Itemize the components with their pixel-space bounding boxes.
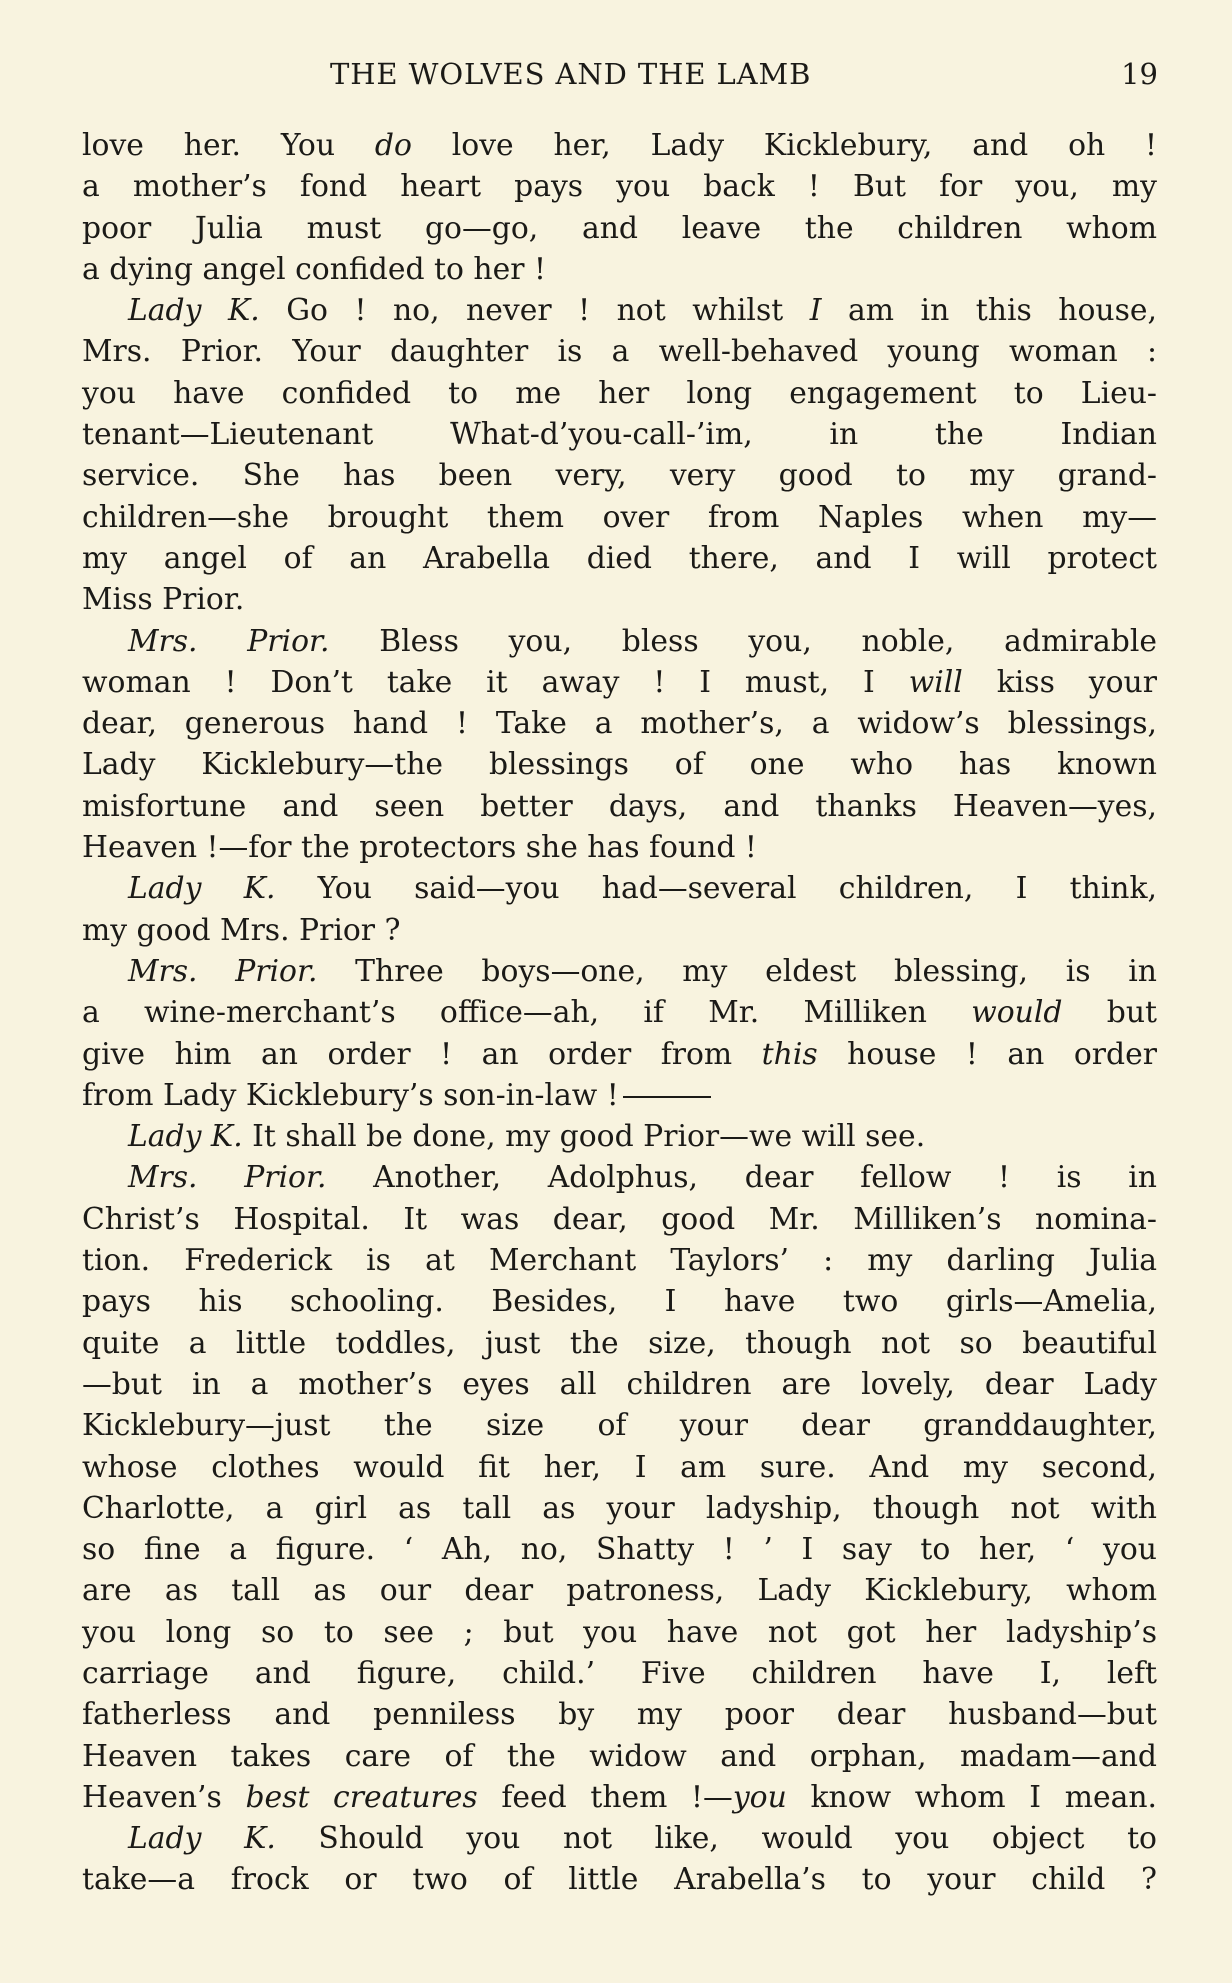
- running-header: [78, 57, 1158, 97]
- text-line: whose clothes would fit her, I am sure. And my second,: [82, 1449, 1157, 1485]
- interruption-rule: [623, 1096, 711, 1098]
- text-line: tion. Frederick is at Merchant Taylors’ : my darling Julia: [82, 1243, 1157, 1279]
- page-number: 19: [1121, 57, 1158, 91]
- running-title: THE WOLVES AND THE LAMB: [330, 57, 812, 91]
- text-line: are as tall as our dear patroness, Lady Kicklebury, whom: [82, 1573, 1157, 1609]
- text-line: Heaven !—for the protectors she has found !: [82, 830, 757, 866]
- text-line: quite a little toddles, just the size, though not so beautiful: [82, 1325, 1157, 1361]
- text-line: take—a frock or two of little Arabella’s to your child ?: [82, 1862, 1157, 1898]
- speaker-name: Lady K.: [128, 1119, 243, 1155]
- text-line: Charlotte, a girl as tall as your ladyship, though not with: [82, 1490, 1157, 1526]
- play-text: [82, 125, 1157, 1901]
- text-line: from Lady Kicklebury’s son-in-law !: [82, 1075, 1157, 1116]
- speaker-name: Lady K.: [128, 1821, 276, 1857]
- text-line: Heaven’s best creatures feed them !—you know whom I mean.: [82, 1779, 1158, 1815]
- text-line: children—she brought them over from Naples when my—: [82, 499, 1157, 535]
- text-line: carriage and figure, child.’ Five children have I, left: [82, 1655, 1157, 1691]
- text-line: Christ’s Hospital. It was dear, good Mr. Milliken’s nomina-: [82, 1201, 1157, 1237]
- speaker-name: Mrs. Prior.: [128, 1160, 327, 1196]
- text-line: give him an order ! an order from this house ! an order: [82, 1036, 1157, 1072]
- speech-line: Mrs. Prior. Bless you, bless you, noble, admirable: [128, 623, 1157, 659]
- text-line: so fine a figure. ‘ Ah, no, Shatty ! ’ I say to her, ‘ you: [82, 1532, 1157, 1568]
- text-line: my angel of an Arabella died there, and I will protect: [82, 540, 1157, 576]
- text-line: tenant—Lieutenant What-d’you-call-’im, in the Indian: [82, 417, 1157, 453]
- text-line: you long so to see ; but you have not got her ladyship’s: [82, 1614, 1157, 1650]
- speech-line: Lady K. Should you not like, would you object to: [128, 1821, 1157, 1857]
- speech-line: Mrs. Prior. Three boys—one, my eldest blessing, is in: [128, 953, 1157, 989]
- speech-line: Lady K. You said—you had—several children, I think,: [128, 871, 1157, 907]
- speaker-name: Lady K.: [128, 871, 276, 907]
- text-line: you have confided to me her long engagement to Lieu-: [82, 375, 1157, 411]
- text-line: Heaven takes care of the widow and orphan, madam—and: [82, 1738, 1157, 1774]
- text-line: a wine-merchant’s office—ah, if Mr. Milliken would but: [82, 995, 1157, 1031]
- text-line: misfortune and seen better days, and thanks Heaven—yes,: [82, 788, 1157, 824]
- text-line: woman ! Don’t take it away ! I must, I will kiss your: [82, 664, 1157, 700]
- speech-line: Mrs. Prior. Another, Adolphus, dear fellow ! is in: [128, 1160, 1157, 1196]
- speech-line: Lady K. Go ! no, never ! not whilst I am in this house,: [128, 293, 1157, 329]
- text-line: Miss Prior.: [82, 582, 245, 618]
- text-line: Mrs. Prior. Your daughter is a well-behaved young woman :: [82, 334, 1157, 370]
- text-line: Lady Kicklebury—the blessings of one who has known: [82, 747, 1157, 783]
- text-line: poor Julia must go—go, and leave the children whom: [82, 210, 1157, 246]
- speaker-name: Lady K.: [128, 293, 260, 329]
- speech-line: Lady K. It shall be done, my good Prior—we will see.: [128, 1119, 926, 1155]
- text-line: my good Mrs. Prior ?: [82, 912, 401, 948]
- text-line: pays his schooling. Besides, I have two girls—Amelia,: [82, 1284, 1157, 1320]
- text-line: dear, generous hand ! Take a mother’s, a widow’s blessings,: [82, 706, 1157, 742]
- text-line: service. She has been very, very good to my grand-: [82, 458, 1157, 494]
- text-line: Kicklebury—just the size of your dear granddaughter,: [82, 1408, 1157, 1444]
- text-line: a mother’s fond heart pays you back ! But for you, my: [82, 169, 1157, 205]
- text-line: a dying angel confided to her !: [82, 251, 546, 287]
- text-line: love her. You do love her, Lady Kicklebury, and oh !: [82, 128, 1158, 163]
- text-line: —but in a mother’s eyes all children are lovely, dear Lady: [82, 1366, 1157, 1402]
- speaker-name: Mrs. Prior.: [128, 953, 318, 989]
- speaker-name: Mrs. Prior.: [128, 623, 330, 659]
- text-line: fatherless and penniless by my poor dear husband—but: [82, 1697, 1157, 1733]
